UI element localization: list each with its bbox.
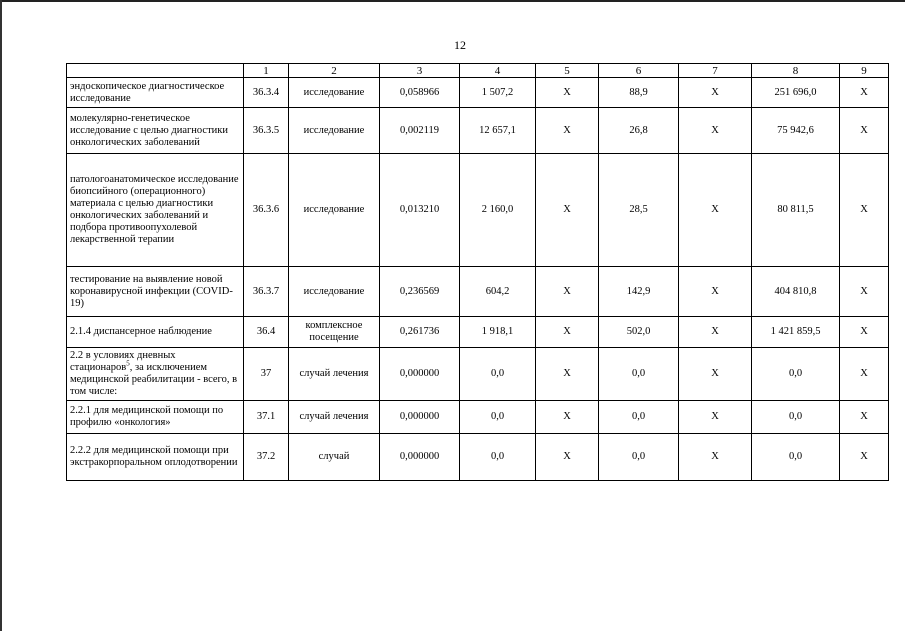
row-value: 0,013210 xyxy=(380,154,460,267)
row-value: 0,058966 xyxy=(380,78,460,108)
header-cell: 2 xyxy=(289,64,380,78)
row-value: 2 160,0 xyxy=(460,154,536,267)
row-code: 36.4 xyxy=(244,317,289,348)
row-value: X xyxy=(840,108,889,154)
row-value: X xyxy=(840,401,889,434)
row-value: X xyxy=(536,317,599,348)
row-name: 2.1.4 диспансерное наблюдение xyxy=(67,317,244,348)
row-value: 0,000000 xyxy=(380,348,460,401)
row-value: 0,236569 xyxy=(380,267,460,317)
row-value: X xyxy=(679,434,752,481)
row-code: 36.3.7 xyxy=(244,267,289,317)
row-value: 0,0 xyxy=(599,434,679,481)
row-value: 26,8 xyxy=(599,108,679,154)
table-row xyxy=(67,348,889,401)
header-cell: 4 xyxy=(460,64,536,78)
row-name-text: , за исключением медицинской реабилитации - всего, в том числе: xyxy=(70,362,238,397)
header-cell: 8 xyxy=(752,64,840,78)
row-value: X xyxy=(679,267,752,317)
table-row xyxy=(67,267,889,317)
row-value: X xyxy=(840,78,889,108)
row-value: 404 810,8 xyxy=(752,267,840,317)
row-value: X xyxy=(536,434,599,481)
row-unit: случай лечения xyxy=(289,348,380,401)
row-name-text: 2.2 в условиях дневных стационаров xyxy=(70,350,176,373)
scan-border-top xyxy=(0,0,905,2)
row-value: X xyxy=(840,267,889,317)
row-unit: исследование xyxy=(289,108,380,154)
row-value: 0,261736 xyxy=(380,317,460,348)
row-unit: исследование xyxy=(289,78,380,108)
table-row xyxy=(67,317,889,348)
row-value: 0,0 xyxy=(752,434,840,481)
row-value: 0,0 xyxy=(460,348,536,401)
row-value: X xyxy=(679,154,752,267)
row-value: X xyxy=(679,78,752,108)
row-value: X xyxy=(840,434,889,481)
row-code: 37.1 xyxy=(244,401,289,434)
row-name: тестирование на выявление новой коронавирусной инфекции (COVID-19) xyxy=(67,267,244,317)
row-value: 0,0 xyxy=(599,401,679,434)
row-value: X xyxy=(679,348,752,401)
header-cell: 5 xyxy=(536,64,599,78)
row-code: 36.3.4 xyxy=(244,78,289,108)
row-value: 0,0 xyxy=(460,434,536,481)
row-value: X xyxy=(679,108,752,154)
row-value: 28,5 xyxy=(599,154,679,267)
row-value: 251 696,0 xyxy=(752,78,840,108)
table-row xyxy=(67,108,889,154)
scan-border-left xyxy=(0,0,2,631)
table-row xyxy=(67,401,889,434)
row-value: 1 421 859,5 xyxy=(752,317,840,348)
row-value: 80 811,5 xyxy=(752,154,840,267)
row-value: X xyxy=(679,317,752,348)
row-name: молекулярно-генетическое исследование с целью диагностики онкологических заболеваний xyxy=(67,108,244,154)
row-value: 604,2 xyxy=(460,267,536,317)
row-value: 0,0 xyxy=(752,348,840,401)
row-value: 0,0 xyxy=(599,348,679,401)
row-unit: комплексное посещение xyxy=(289,317,380,348)
table-row xyxy=(67,434,889,481)
row-unit: случай лечения xyxy=(289,401,380,434)
row-value: X xyxy=(679,401,752,434)
row-value: 142,9 xyxy=(599,267,679,317)
row-name: эндоскопическое диагностическое исследование xyxy=(67,78,244,108)
table-row xyxy=(67,154,889,267)
header-cell: 1 xyxy=(244,64,289,78)
row-value: 75 942,6 xyxy=(752,108,840,154)
row-name: 2.2.1 для медицинской помощи по профилю «онкология» xyxy=(67,401,244,434)
row-value: 0,000000 xyxy=(380,401,460,434)
footnote-marker: 5 xyxy=(126,359,130,368)
data-table xyxy=(66,63,889,481)
row-unit: исследование xyxy=(289,267,380,317)
row-value: 0,0 xyxy=(460,401,536,434)
row-value: 1 918,1 xyxy=(460,317,536,348)
row-value: X xyxy=(840,348,889,401)
table-row xyxy=(67,78,889,108)
row-value: X xyxy=(536,348,599,401)
row-value: X xyxy=(840,154,889,267)
header-cell: 6 xyxy=(599,64,679,78)
row-value: X xyxy=(536,267,599,317)
row-name: патологоанатомическое исследование биопсийного (операционного) материала с целью диагностики онкологических заболеваний и подбора противоопухолевой лекарственной терапии xyxy=(67,154,244,267)
row-code: 36.3.6 xyxy=(244,154,289,267)
row-value: 502,0 xyxy=(599,317,679,348)
row-unit: исследование xyxy=(289,154,380,267)
page-number: 12 xyxy=(454,38,466,52)
row-value: X xyxy=(536,78,599,108)
row-name xyxy=(67,348,244,401)
header-cell: 7 xyxy=(679,64,752,78)
row-value: X xyxy=(536,401,599,434)
row-code: 37.2 xyxy=(244,434,289,481)
row-value: 1 507,2 xyxy=(460,78,536,108)
row-value: 0,0 xyxy=(752,401,840,434)
row-value: 0,000000 xyxy=(380,434,460,481)
table-header-row xyxy=(67,64,889,78)
row-value: 12 657,1 xyxy=(460,108,536,154)
row-name: 2.2.2 для медицинской помощи при экстракорпоральном оплодотворении xyxy=(67,434,244,481)
row-value: 0,002119 xyxy=(380,108,460,154)
row-value: 88,9 xyxy=(599,78,679,108)
header-cell xyxy=(67,64,244,78)
row-code: 37 xyxy=(244,348,289,401)
header-cell: 3 xyxy=(380,64,460,78)
row-value: X xyxy=(536,154,599,267)
row-value: X xyxy=(536,108,599,154)
row-unit: случай xyxy=(289,434,380,481)
row-value: X xyxy=(840,317,889,348)
header-cell: 9 xyxy=(840,64,889,78)
row-code: 36.3.5 xyxy=(244,108,289,154)
